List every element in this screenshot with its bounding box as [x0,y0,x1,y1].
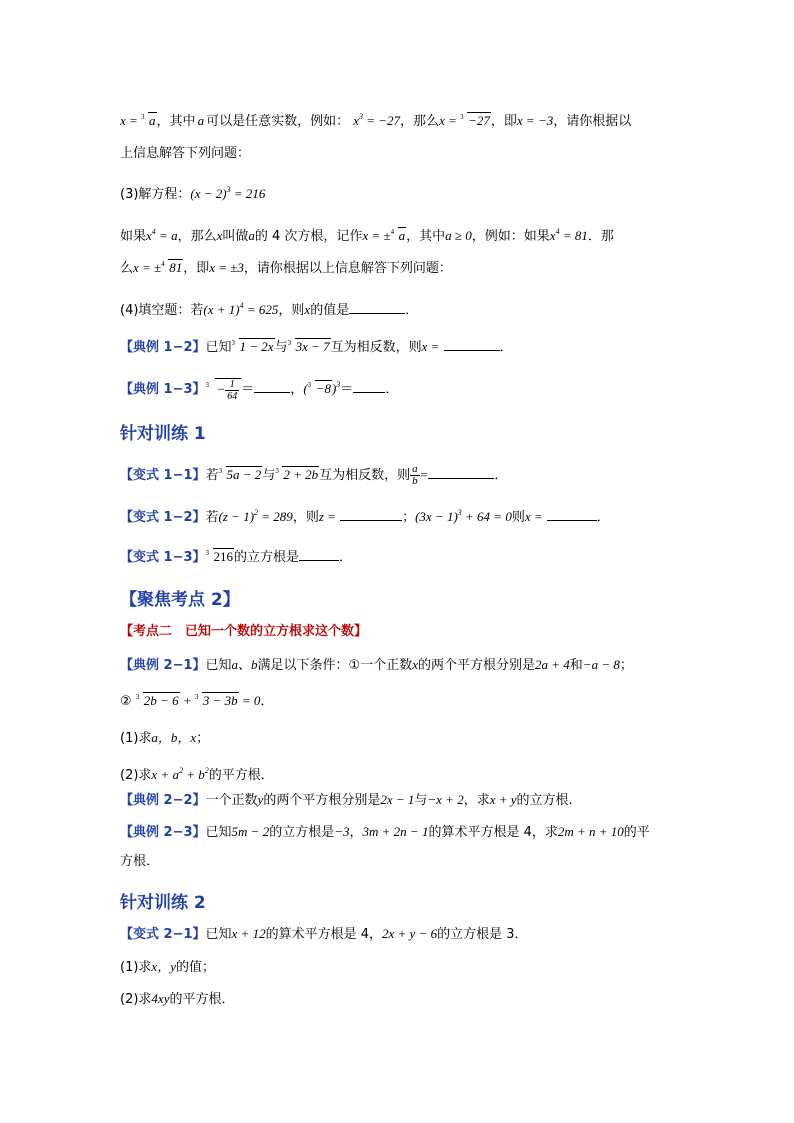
answer-blank[interactable] [299,548,339,561]
answer-blank[interactable] [349,301,405,314]
example-2-1: 【典例 2−1】已知a、b满足以下条件：①一个正数x的两个平方根分别是2a + 4和−a − 8； [120,657,633,673]
example-2-2: 【典例 2−2】一个正数y的两个平方根分别是2x − 1与−x + 2，求x + y的立方根. [120,792,573,808]
example-2-1-q1: (1)求a，b，x； [120,730,210,746]
answer-blank[interactable] [444,338,500,351]
variant-1-1: 【变式 1−1】若 3 5a − 2与 3 2 + 2b互为相反数，则 $\frac{a}{b}$ = ． [120,463,508,487]
section-heading-focus-2: 【聚焦考点 2】 [120,590,240,610]
variant-1-3: 【变式 1−3】 3 216的立方根是 ． [120,549,353,565]
example-2-3-cont: 方根． [120,854,160,869]
section-heading-training-1: 针对训练 1 [120,424,206,444]
intro-line-4: 如果$x^4 = a$，那么x叫做a的 4 次方根，记作x = ± 4 a，其中a ≥ 0，例如：如果$x^4 = 81$．那 [120,227,614,244]
example-1-3: 【典例 1−3】 3 − $\frac{1}{64}$ ＝ ，( 3 −8)$^3$＝ ． [120,378,399,402]
answer-blank[interactable] [353,380,385,393]
example-root: x = 3 −27 [439,113,490,128]
answer-blank[interactable] [340,508,402,521]
example-2-3: 【典例 2−3】已知5m − 2的立方根是−3，3m + 2n − 1的算术平方根是 4，求2m + n + 10的平 [120,824,650,840]
answer-blank[interactable] [428,466,494,479]
variant-1-2: 【变式 1−2】若$(z - 1)^2 = 289$，则z = ；$(3x - 1)^3 + 64 = 0$则x = ． [120,508,610,525]
question-3: (3)解方程：$(x - 2)^3 = 216$ [120,185,266,202]
equation-3: $(x - 2)^3 = 216$ [190,185,266,201]
example-2-1-condition-2: ② 3 2b − 6 + 3 3 − 3b = 0． [120,693,274,709]
cube-root-definition: x = 3 a [120,113,156,128]
answer-blank[interactable] [547,508,597,521]
answer-blank[interactable] [254,380,290,393]
example-equation: $x^3 = -27$ [353,112,401,128]
example-1-2: 【典例 1−2】已知 3 1 − 2x与 3 3x − 7互为相反数，则x = ． [120,339,513,355]
variant-2-1-q2: (2)求4xy的平方根． [120,991,235,1007]
variant-2-1: 【变式 2−1】已知x + 12的算术平方根是 4，2x + y − 6的立方根是 3． [120,926,528,942]
example-2-1-q2: (2)求$x + a^2 + b^2$的平方根． [120,766,274,783]
variant-2-1-q1: (1)求x，y的值； [120,959,215,975]
intro-line-5: 么x = ± 4 81，即x = ±3，请你根据以上信息解答下列问题： [120,260,452,276]
question-4: (4)填空题：若$(x + 1)^4 = 625$，则x的值是 ． [120,301,419,318]
section-heading-training-2: 针对训练 2 [120,893,206,913]
example-result: x = −3 [516,113,554,128]
intro-line-1: x = 3 a，其中 a 可以是任意实数，例如： $x^3 = -27$，那么x = 3 −27，即x = −3，请你根据以 [120,112,632,129]
intro-line-2: 上信息解答下列问题： [120,146,251,161]
topic-2-heading: 【考点二 已知一个数的立方根求这个数】 [120,624,368,639]
